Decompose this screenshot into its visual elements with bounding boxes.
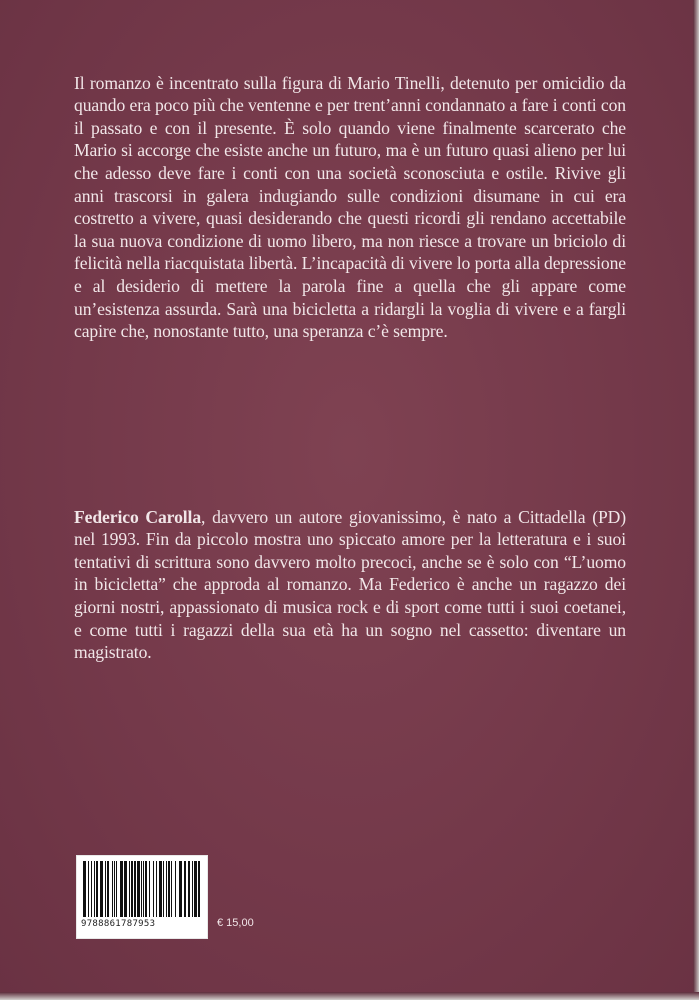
- barcode-bar: [83, 861, 86, 917]
- barcode-bar: [124, 861, 127, 917]
- barcode-bar: [168, 861, 170, 917]
- barcode-bar: [159, 861, 162, 917]
- barcode-bar: [94, 861, 95, 917]
- barcode-bar: [137, 861, 140, 917]
- author-bio-text: , davvero un autore giovanissimo, è nato a Cittadella (PD) nel 1993. Fin da piccolo mostra uno spiccato amore per la letteratura e i suoi tentativi di scrittura sono davvero molto precoci, anche se è solo con “L’uomo in bicicletta” che approda al romanzo. Ma Federico è anche un ragazzo dei giorni nostri, appassionato di musica rock e di sport come tutti i suoi coetanei, e come tutti i ragazzi della sua età ha un sogno nel cassetto: diventare un magistrato.: [74, 506, 626, 663]
- barcode-bars: [81, 861, 203, 919]
- price-label: € 15,00: [217, 917, 254, 929]
- synopsis-paragraph: [74, 72, 626, 343]
- isbn-barcode: [76, 855, 208, 939]
- barcode-bar: [105, 861, 106, 917]
- barcode-bar: [100, 861, 103, 917]
- author-bio-paragraph: [74, 506, 626, 664]
- barcode-bar: [188, 861, 190, 917]
- barcode-bar: [143, 861, 144, 917]
- synopsis-text: Il romanzo è incentrato sulla figura di Mario Tinelli, detenuto per omicidio da quando era poco più che ventenne e per trent’anni condannato a fare i conti con il passato e con il presente. È solo quando viene finalmente scarcerato che Mario si accorge che esiste anche un futuro, ma è un futuro quasi alieno per lui che adesso deve fare i conti con una società sconosciuta e ostile. Rivive gli anni trascorsi in galera indugiando sulle condizioni disumane in cui era costretto a vivere, quasi desiderando che questi ricordi gli rendano accettabile la sua nuova condizione di uomo libero, ma non riesce a trovare un briciolo di felicità nella riacquistata libertà. L’incapacità di vivere lo porta alla depressione e al desiderio di mettere la parola fine a quella che gli appare come un’esistenza assurda. Sarà una bicicletta a ridargli la voglia di vivere e a fargli capire che, nonostante tutto, una speranza c’è sempre.: [74, 72, 626, 342]
- barcode-bar: [175, 861, 176, 917]
- barcode-bar: [194, 861, 197, 917]
- barcode-bar: [141, 861, 142, 917]
- isbn-number: 9788861787953: [81, 919, 156, 929]
- barcode-bar: [171, 861, 172, 917]
- barcode-bar: [114, 861, 115, 917]
- barcode-bar: [166, 861, 167, 917]
- cover-right-edge: [693, 0, 699, 1000]
- barcode-bar: [129, 861, 130, 917]
- barcode-bar: [96, 861, 98, 917]
- barcode-bar: [198, 861, 200, 917]
- barcode-bar: [192, 861, 193, 917]
- barcode-bar: [116, 861, 117, 917]
- barcode-bar: [91, 861, 92, 917]
- barcode-bar: [156, 861, 157, 917]
- barcode-bar: [131, 861, 133, 917]
- cover-bottom-edge: [0, 992, 699, 1000]
- barcode-bar: [145, 861, 147, 917]
- author-name: Federico Carolla: [74, 506, 202, 527]
- barcode-bar: [184, 861, 186, 917]
- barcode-bar: [149, 861, 150, 917]
- barcode-bar: [88, 861, 89, 917]
- barcode-bar: [112, 861, 113, 917]
- barcode-bar: [179, 861, 182, 917]
- barcode-bar: [153, 861, 154, 917]
- barcode-bar: [163, 861, 164, 917]
- barcode-bar: [120, 861, 123, 917]
- barcode-bar: [107, 861, 109, 917]
- barcode-bar: [134, 861, 136, 917]
